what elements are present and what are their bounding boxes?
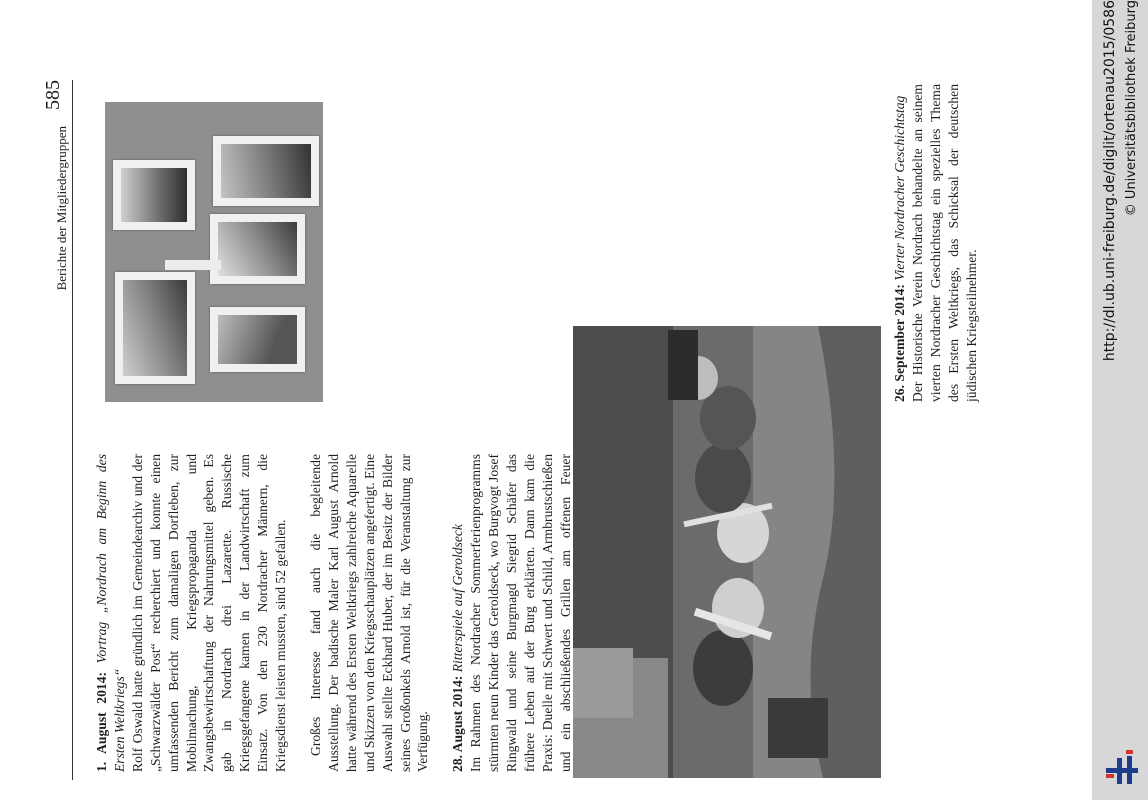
section1-body: Rolf Oswald hatte gründlich im Gemeindearchiv und der „Schwarzwälder Post“ recherchiert und konnte einen umfassenden Bericht zum damaligen Dorfleben, zur Mobilmachung, Kriegspropaganda und Zwangsbewirtschaftung der Nahrungsmittel geben. Es gab in Nordrach drei Lazarette. Russische Kriegsgefangene kamen in der Landwirtschaft zum Einsatz. Von den 230 Nordracher Männern, die Kriegsdienst leisten mussten, sind 52 gefallen. xyxy=(129,454,289,772)
framed-painting xyxy=(115,272,195,384)
running-header xyxy=(30,80,73,780)
section3-body: Der Historische Verein Nordrach behandelte an seinem vierten Nordracher Geschichtstag ein spezielles Thema des Ersten Weltkriegs, das Schicksal der deutschen jüdischen Kriegsteilnehmer. xyxy=(909,84,979,402)
section2-heading xyxy=(449,454,467,772)
knights-photo xyxy=(573,326,881,778)
section2-title: Ritterspiele auf Geroldseck xyxy=(450,524,466,673)
column-left xyxy=(93,454,593,772)
framed-painting xyxy=(113,160,195,230)
framed-painting xyxy=(210,214,305,284)
exhibition-photo xyxy=(105,102,323,402)
section1-body-2: Großes Interesse fand auch die begleitende Ausstellung. Der badische Maler Karl August Arnold hatte während des Ersten Weltkriegs zahlreiche Aquarelle und Skizzen von den Kriegsschauplätzen angefertigt. Eine Auswahl stellte Eckhard Huber, der im Besitz der Bilder seines Großonkels Arnold ist, für die Veranstaltung zur Verfügung. xyxy=(307,454,431,772)
photo-illustration xyxy=(573,326,881,778)
section1-date: 1. August 2014: xyxy=(94,671,109,772)
section3-date: 26. September 2014: xyxy=(892,284,907,402)
rotated-content xyxy=(30,60,1060,780)
repository-strip xyxy=(1092,0,1148,800)
section3-title: Vierter Nordracher Geschichtstag xyxy=(892,95,907,281)
label-card xyxy=(165,260,221,270)
section1-heading xyxy=(93,454,129,772)
section2-date: 28. August 2014: xyxy=(450,675,466,772)
page-number: 585 xyxy=(42,80,64,110)
section1-title: Vortrag „Nordrach am Beginn des Ersten Weltkriegs“ xyxy=(94,454,127,772)
section2-body: Im Rahmen des Nordracher Sommerferienprogramms stürmten neun Kinder das Geroldseck, wo Burgvogt Josef Ringwald und seine Burgmagd Siegrid Schäfer das frühere Leben auf der Burg erklärten. Dann kam die Praxis: Duelle mit Schwert und Schild, Armbrustschießen und ein abschließendes Grillen am offenen Feuer xyxy=(468,454,573,772)
section3-heading xyxy=(891,84,909,402)
library-logo-icon xyxy=(1100,748,1144,792)
framed-painting xyxy=(210,307,305,372)
source-url[interactable]: http://dl.ub.uni-freiburg.de/diglit/ortenau2015/0586 xyxy=(1102,0,1118,362)
framed-painting xyxy=(213,136,319,206)
header-title: Berichte der Mitgliedergruppen xyxy=(54,126,69,291)
column-right xyxy=(891,84,981,402)
copyright-notice: © Universitätsbibliothek Freiburg xyxy=(1124,0,1139,217)
